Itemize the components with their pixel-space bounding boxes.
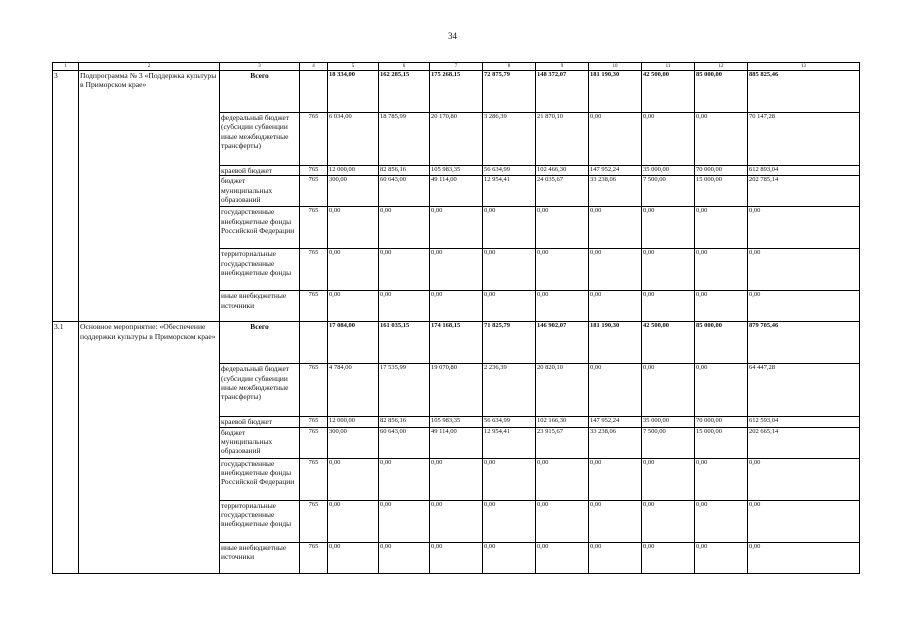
value-cell: 0,00 <box>379 249 430 291</box>
value-cell: 60 643,00 <box>379 176 430 207</box>
value-cell: 0,00 <box>536 207 589 249</box>
value-cell: 0,00 <box>536 500 589 542</box>
value-cell: 0,00 <box>379 207 430 249</box>
value-cell: 102 166,30 <box>536 417 589 427</box>
value-cell: 0,00 <box>536 542 589 573</box>
value-cell: 0,00 <box>536 291 589 322</box>
value-cell: 0,00 <box>695 500 748 542</box>
row-total-cell: 202 665,14 <box>748 427 860 458</box>
value-cell: 18 785,99 <box>379 113 430 166</box>
column-header: 2 <box>79 63 220 71</box>
value-cell: 19 070,80 <box>430 364 483 417</box>
value-cell: 60 643,00 <box>379 427 430 458</box>
value-cell: 82 856,16 <box>379 417 430 427</box>
value-cell: 0,00 <box>483 249 536 291</box>
column-header: 10 <box>589 63 642 71</box>
value-cell: 21 870,10 <box>536 113 589 166</box>
value-cell: 15 000,00 <box>695 176 748 207</box>
value-cell: 35 000,00 <box>642 166 695 176</box>
row-total-cell: 0,00 <box>748 249 860 291</box>
budget-code <box>300 322 328 364</box>
row-total-cell: 0,00 <box>748 207 860 249</box>
row-total-cell: 612 593,04 <box>748 417 860 427</box>
funding-source: Всего <box>220 71 300 113</box>
value-cell: 33 238,06 <box>589 427 642 458</box>
value-cell: 72 875,79 <box>483 71 536 113</box>
value-cell: 0,00 <box>483 291 536 322</box>
row-total-cell: 0,00 <box>748 542 860 573</box>
value-cell: 0,00 <box>328 291 379 322</box>
value-cell: 0,00 <box>589 542 642 573</box>
column-header: 6 <box>379 63 430 71</box>
value-cell: 181 190,30 <box>589 71 642 113</box>
value-cell: 70 000,00 <box>695 417 748 427</box>
budget-code: 765 <box>300 249 328 291</box>
value-cell: 56 634,99 <box>483 417 536 427</box>
row-total-cell: 0,00 <box>748 500 860 542</box>
row-total-cell: 0,00 <box>748 291 860 322</box>
value-cell: 0,00 <box>589 291 642 322</box>
table-row-total <box>53 322 860 364</box>
value-cell: 15 000,00 <box>695 427 748 458</box>
value-cell: 0,00 <box>589 113 642 166</box>
funding-source: иные внебюджетные источники <box>220 542 300 573</box>
row-total-cell: 879 705,46 <box>748 322 860 364</box>
value-cell: 42 500,00 <box>642 71 695 113</box>
value-cell: 0,00 <box>589 458 642 500</box>
value-cell: 102 466,30 <box>536 166 589 176</box>
value-cell: 17 084,00 <box>328 322 379 364</box>
value-cell: 148 372,07 <box>536 71 589 113</box>
column-header: 8 <box>483 63 536 71</box>
value-cell: 0,00 <box>483 458 536 500</box>
budget-code: 765 <box>300 113 328 166</box>
column-header: 13 <box>748 63 860 71</box>
value-cell: 105 983,35 <box>430 417 483 427</box>
column-header: 1 <box>53 63 79 71</box>
value-cell: 42 500,00 <box>642 322 695 364</box>
funding-source: Всего <box>220 322 300 364</box>
value-cell: 0,00 <box>642 249 695 291</box>
value-cell: 49 114,00 <box>430 427 483 458</box>
budget-table <box>52 62 860 574</box>
value-cell: 161 035,15 <box>379 322 430 364</box>
budget-code: 765 <box>300 166 328 176</box>
row-total-cell: 70 147,28 <box>748 113 860 166</box>
value-cell: 0,00 <box>642 500 695 542</box>
value-cell: 174 168,15 <box>430 322 483 364</box>
budget-code: 765 <box>300 458 328 500</box>
funding-source: государственные внебюджетные фонды Российской Федерации <box>220 207 300 249</box>
value-cell: 0,00 <box>695 113 748 166</box>
column-header: 12 <box>695 63 748 71</box>
value-cell: 105 983,35 <box>430 166 483 176</box>
value-cell: 0,00 <box>483 207 536 249</box>
row-total-cell: 202 785,14 <box>748 176 860 207</box>
funding-source: бюджет муниципальных образований <box>220 427 300 458</box>
value-cell: 0,00 <box>536 249 589 291</box>
value-cell: 0,00 <box>379 458 430 500</box>
funding-source: краевой бюджет <box>220 166 300 176</box>
budget-code: 765 <box>300 417 328 427</box>
value-cell: 0,00 <box>695 249 748 291</box>
value-cell: 0,00 <box>430 249 483 291</box>
value-cell: 4 784,00 <box>328 364 379 417</box>
value-cell: 33 238,06 <box>589 176 642 207</box>
value-cell: 162 285,15 <box>379 71 430 113</box>
value-cell: 0,00 <box>379 291 430 322</box>
value-cell: 0,00 <box>695 542 748 573</box>
value-cell: 0,00 <box>328 458 379 500</box>
value-cell: 85 000,00 <box>695 322 748 364</box>
budget-code: 765 <box>300 291 328 322</box>
value-cell: 0,00 <box>483 500 536 542</box>
value-cell: 7 500,00 <box>642 176 695 207</box>
column-header: 7 <box>430 63 483 71</box>
value-cell: 12 000,00 <box>328 417 379 427</box>
value-cell: 0,00 <box>642 458 695 500</box>
value-cell: 300,00 <box>328 427 379 458</box>
value-cell: 0,00 <box>642 291 695 322</box>
value-cell: 0,00 <box>695 291 748 322</box>
funding-source: федеральный бюджет (субсидии субвенции иные межбюджетные трансферты) <box>220 364 300 417</box>
column-header: 3 <box>220 63 300 71</box>
value-cell: 300,00 <box>328 176 379 207</box>
row-total-cell: 64 447,28 <box>748 364 860 417</box>
value-cell: 35 000,00 <box>642 417 695 427</box>
section-index: 3.1 <box>53 322 79 573</box>
value-cell: 0,00 <box>589 249 642 291</box>
value-cell: 0,00 <box>328 249 379 291</box>
budget-code: 765 <box>300 176 328 207</box>
value-cell: 181 190,30 <box>589 322 642 364</box>
value-cell: 7 500,00 <box>642 427 695 458</box>
value-cell: 82 856,16 <box>379 166 430 176</box>
budget-code: 765 <box>300 427 328 458</box>
row-total-cell: 612 893,04 <box>748 166 860 176</box>
funding-source: государственные внебюджетные фонды Российской Федерации <box>220 458 300 500</box>
budget-code: 765 <box>300 364 328 417</box>
value-cell: 0,00 <box>379 500 430 542</box>
value-cell: 0,00 <box>695 364 748 417</box>
value-cell: 49 114,00 <box>430 176 483 207</box>
value-cell: 71 825,79 <box>483 322 536 364</box>
table-row-total <box>53 71 860 113</box>
value-cell: 85 000,00 <box>695 71 748 113</box>
value-cell: 0,00 <box>589 364 642 417</box>
budget-code: 765 <box>300 207 328 249</box>
value-cell: 0,00 <box>642 364 695 417</box>
value-cell: 0,00 <box>695 458 748 500</box>
value-cell: 0,00 <box>642 113 695 166</box>
column-header: 9 <box>536 63 589 71</box>
column-number-row <box>53 63 860 71</box>
funding-source: территориальные государственные внебюджетные фонды <box>220 249 300 291</box>
value-cell: 18 334,00 <box>328 71 379 113</box>
value-cell: 12 954,41 <box>483 176 536 207</box>
page-number: 34 <box>448 31 457 41</box>
value-cell: 0,00 <box>483 542 536 573</box>
value-cell: 0,00 <box>430 207 483 249</box>
row-total-cell: 885 825,46 <box>748 71 860 113</box>
budget-code: 765 <box>300 542 328 573</box>
value-cell: 175 268,15 <box>430 71 483 113</box>
value-cell: 6 034,00 <box>328 113 379 166</box>
funding-source: иные внебюджетные источники <box>220 291 300 322</box>
value-cell: 0,00 <box>430 542 483 573</box>
funding-source: краевой бюджет <box>220 417 300 427</box>
budget-code: 765 <box>300 500 328 542</box>
column-header: 4 <box>300 63 328 71</box>
funding-source: федеральный бюджет (субсидии субвенции иные межбюджетные трансферты) <box>220 113 300 166</box>
value-cell: 2 236,39 <box>483 364 536 417</box>
value-cell: 0,00 <box>642 542 695 573</box>
value-cell: 0,00 <box>589 207 642 249</box>
row-total-cell: 0,00 <box>748 458 860 500</box>
funding-source: бюджет муниципальных образований <box>220 176 300 207</box>
value-cell: 12 954,41 <box>483 427 536 458</box>
value-cell: 0,00 <box>328 500 379 542</box>
table-body <box>53 71 860 574</box>
value-cell: 3 286,39 <box>483 113 536 166</box>
value-cell: 0,00 <box>536 458 589 500</box>
budget-code <box>300 71 328 113</box>
value-cell: 0,00 <box>430 291 483 322</box>
funding-source: территориальные государственные внебюджетные фонды <box>220 500 300 542</box>
value-cell: 147 952,24 <box>589 166 642 176</box>
value-cell: 24 035,67 <box>536 176 589 207</box>
value-cell: 147 952,24 <box>589 417 642 427</box>
section-name: Основное мероприятие: «Обеспечение поддержки культуры в Приморском крае» <box>79 322 220 573</box>
value-cell: 0,00 <box>642 207 695 249</box>
value-cell: 17 535,99 <box>379 364 430 417</box>
value-cell: 0,00 <box>328 207 379 249</box>
value-cell: 0,00 <box>430 458 483 500</box>
value-cell: 56 634,99 <box>483 166 536 176</box>
value-cell: 0,00 <box>589 500 642 542</box>
value-cell: 70 000,00 <box>695 166 748 176</box>
column-header: 5 <box>328 63 379 71</box>
value-cell: 20 170,80 <box>430 113 483 166</box>
value-cell: 12 000,00 <box>328 166 379 176</box>
section-name: Подпрограмма № 3 «Поддержка культуры в Приморском крае» <box>79 71 220 322</box>
column-header: 11 <box>642 63 695 71</box>
value-cell: 20 820,10 <box>536 364 589 417</box>
value-cell: 0,00 <box>328 542 379 573</box>
value-cell: 146 902,07 <box>536 322 589 364</box>
section-index: 3 <box>53 71 79 322</box>
value-cell: 23 915,67 <box>536 427 589 458</box>
value-cell: 0,00 <box>695 207 748 249</box>
value-cell: 0,00 <box>430 500 483 542</box>
value-cell: 0,00 <box>379 542 430 573</box>
